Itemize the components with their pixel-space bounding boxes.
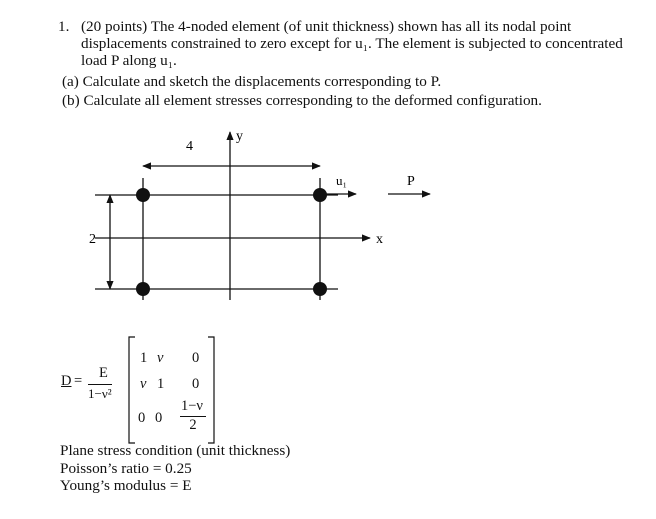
node-top-left bbox=[136, 188, 150, 202]
m11: 1 bbox=[140, 350, 148, 366]
matrix-symbol: D bbox=[61, 373, 72, 389]
x-axis-label: x bbox=[376, 232, 383, 247]
u1-label: u₁ bbox=[336, 173, 348, 188]
problem-number: 1. bbox=[58, 18, 70, 35]
m31: 0 bbox=[138, 410, 146, 426]
poisson-ratio-note: Poisson’s ratio = 0.25 bbox=[60, 459, 192, 477]
node-bottom-right bbox=[313, 282, 327, 296]
m33-denominator: 2 bbox=[180, 416, 206, 434]
part-a: (a) Calculate and sketch the displacements corresponding to P. bbox=[62, 73, 442, 90]
load-label: P bbox=[407, 174, 415, 189]
m12: ν bbox=[157, 350, 164, 366]
constitutive-matrix bbox=[56, 335, 296, 445]
m33-numerator: 1−ν bbox=[181, 398, 203, 414]
y-axis-label: y bbox=[236, 129, 243, 144]
m13: 0 bbox=[192, 350, 200, 366]
matrix-brackets bbox=[56, 335, 296, 445]
m23: 0 bbox=[192, 376, 200, 392]
material-conditions bbox=[60, 442, 290, 495]
coef-denominator: 1−ν² bbox=[88, 386, 112, 401]
height-label: 2 bbox=[89, 232, 96, 247]
node-bottom-left bbox=[136, 282, 150, 296]
node-1-top-right bbox=[313, 188, 327, 202]
m32: 0 bbox=[155, 410, 163, 426]
equals-sign: = bbox=[74, 373, 83, 389]
problem-text: (20 points) The 4-noded element (of unit thickness) shown has all its nodal point displacements constrained to zero except for u₁. The element is subjected to concentrated load P along u₁. bbox=[81, 18, 623, 69]
youngs-modulus-note: Young’s modulus = E bbox=[60, 477, 192, 495]
m22: 1 bbox=[157, 376, 165, 392]
coef-numerator: E bbox=[99, 365, 108, 381]
m21: ν bbox=[140, 376, 147, 392]
width-label: 4 bbox=[186, 139, 193, 154]
plane-stress-note: Plane stress condition (unit thickness) bbox=[60, 442, 291, 459]
part-b: (b) Calculate all element stresses corresponding to the deformed configuration. bbox=[62, 92, 542, 109]
